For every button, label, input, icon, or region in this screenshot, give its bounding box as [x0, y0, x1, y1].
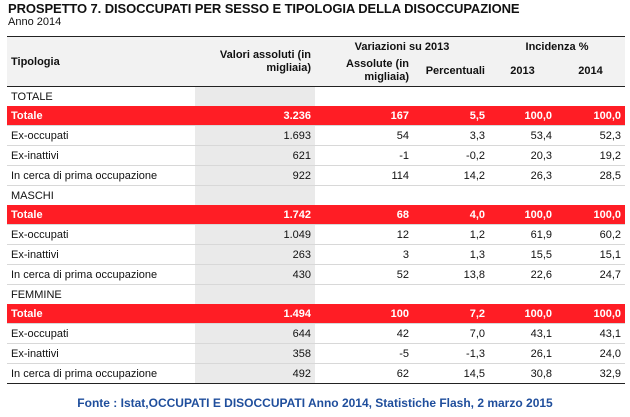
col-header-assolute: Assolute (in migliaia) — [315, 56, 413, 87]
cell-valori: 263 — [195, 245, 315, 265]
cell-y2014: 19,2 — [556, 146, 625, 166]
cell-valori: 1.494 — [195, 304, 315, 324]
cell-assolute: -1 — [315, 146, 413, 166]
cell-valori: 492 — [195, 364, 315, 384]
section-empty-cell — [413, 285, 489, 305]
table-title: PROSPETTO 7. DISOCCUPATI PER SESSO E TIPOLOGIA DELLA DISOCCUPAZIONE — [8, 1, 520, 16]
cell-y2014: 52,3 — [556, 126, 625, 146]
section-row — [7, 87, 625, 107]
row-label: Totale — [7, 106, 195, 126]
row-label: Ex-inattivi — [7, 146, 195, 166]
section-empty-cell — [413, 87, 489, 107]
row-label: In cerca di prima occupazione — [7, 364, 195, 384]
cell-assolute: 167 — [315, 106, 413, 126]
cell-y2013: 100,0 — [489, 205, 556, 225]
cell-valori: 1.049 — [195, 225, 315, 245]
col-header-2013: 2013 — [489, 56, 556, 87]
cell-y2014: 60,2 — [556, 225, 625, 245]
table-row — [7, 344, 625, 364]
cell-assolute: 114 — [315, 166, 413, 186]
table-subtitle: Anno 2014 — [8, 16, 62, 28]
col-header-2014: 2014 — [556, 56, 625, 87]
section-label: FEMMINE — [7, 285, 195, 305]
row-label: In cerca di prima occupazione — [7, 265, 195, 285]
row-label: Ex-inattivi — [7, 344, 195, 364]
source-footer: Fonte : Istat,OCCUPATI E DISOCCUPATI Anno 2014, Statistiche Flash, 2 marzo 2015 — [77, 396, 553, 410]
col-header-tipologia: Tipologia — [7, 37, 195, 87]
cell-valori: 1.742 — [195, 205, 315, 225]
cell-percentuali: 14,2 — [413, 166, 489, 186]
section-empty-cell — [413, 186, 489, 206]
cell-y2013: 100,0 — [489, 304, 556, 324]
cell-percentuali: 3,3 — [413, 126, 489, 146]
row-label: In cerca di prima occupazione — [7, 166, 195, 186]
cell-y2014: 15,1 — [556, 245, 625, 265]
table-row — [7, 225, 625, 245]
col-header-variazioni: Variazioni su 2013 — [315, 37, 489, 57]
row-label: Ex-occupati — [7, 324, 195, 344]
cell-assolute: 54 — [315, 126, 413, 146]
section-empty-cell — [556, 186, 625, 206]
cell-percentuali: 13,8 — [413, 265, 489, 285]
cell-percentuali: 7,0 — [413, 324, 489, 344]
section-empty-cell — [315, 285, 413, 305]
cell-y2013: 100,0 — [489, 106, 556, 126]
cell-y2013: 61,9 — [489, 225, 556, 245]
section-empty-cell — [556, 87, 625, 107]
table-row — [7, 364, 625, 384]
cell-y2014: 28,5 — [556, 166, 625, 186]
cell-y2013: 53,4 — [489, 126, 556, 146]
cell-percentuali: -1,3 — [413, 344, 489, 364]
cell-assolute: 12 — [315, 225, 413, 245]
table-row — [7, 126, 625, 146]
cell-assolute: 100 — [315, 304, 413, 324]
row-label: Totale — [7, 304, 195, 324]
cell-percentuali: 1,2 — [413, 225, 489, 245]
table-row — [7, 245, 625, 265]
cell-y2013: 43,1 — [489, 324, 556, 344]
section-empty-cell — [315, 87, 413, 107]
section-empty-cell — [195, 285, 315, 305]
cell-valori: 430 — [195, 265, 315, 285]
cell-percentuali: -0,2 — [413, 146, 489, 166]
cell-assolute: 68 — [315, 205, 413, 225]
table-row — [7, 265, 625, 285]
cell-valori: 644 — [195, 324, 315, 344]
cell-percentuali: 7,2 — [413, 304, 489, 324]
cell-valori: 358 — [195, 344, 315, 364]
cell-percentuali: 4,0 — [413, 205, 489, 225]
table-row — [7, 324, 625, 344]
section-empty-cell — [489, 87, 556, 107]
table-row — [7, 166, 625, 186]
row-label: Ex-inattivi — [7, 245, 195, 265]
row-label: Ex-occupati — [7, 126, 195, 146]
cell-valori: 3.236 — [195, 106, 315, 126]
col-header-valori: Valori assoluti (in migliaia) — [195, 37, 315, 87]
cell-assolute: 62 — [315, 364, 413, 384]
col-header-incidenza: Incidenza % — [489, 37, 625, 57]
table-body — [7, 87, 625, 384]
cell-y2013: 26,3 — [489, 166, 556, 186]
section-empty-cell — [195, 186, 315, 206]
cell-assolute: 42 — [315, 324, 413, 344]
cell-percentuali: 1,3 — [413, 245, 489, 265]
cell-y2014: 100,0 — [556, 304, 625, 324]
section-empty-cell — [489, 186, 556, 206]
cell-y2014: 24,7 — [556, 265, 625, 285]
cell-y2014: 100,0 — [556, 106, 625, 126]
col-header-percentuali: Percentuali — [413, 56, 489, 87]
cell-assolute: 3 — [315, 245, 413, 265]
section-empty-cell — [556, 285, 625, 305]
total-row — [7, 106, 625, 126]
table-row — [7, 146, 625, 166]
cell-y2013: 26,1 — [489, 344, 556, 364]
row-label: Ex-occupati — [7, 225, 195, 245]
cell-valori: 922 — [195, 166, 315, 186]
section-empty-cell — [489, 285, 556, 305]
cell-y2013: 22,6 — [489, 265, 556, 285]
cell-percentuali: 14,5 — [413, 364, 489, 384]
cell-valori: 621 — [195, 146, 315, 166]
cell-assolute: 52 — [315, 265, 413, 285]
section-empty-cell — [315, 186, 413, 206]
cell-y2014: 100,0 — [556, 205, 625, 225]
cell-y2013: 20,3 — [489, 146, 556, 166]
total-row — [7, 304, 625, 324]
section-row — [7, 186, 625, 206]
cell-y2013: 15,5 — [489, 245, 556, 265]
section-label: TOTALE — [11, 90, 53, 103]
row-label: Totale — [7, 205, 195, 225]
cell-y2014: 32,9 — [556, 364, 625, 384]
total-row — [7, 205, 625, 225]
section-empty-cell — [195, 87, 315, 107]
cell-y2013: 30,8 — [489, 364, 556, 384]
data-table — [7, 36, 625, 384]
cell-valori: 1.693 — [195, 126, 315, 146]
cell-percentuali: 5,5 — [413, 106, 489, 126]
section-label: MASCHI — [7, 186, 195, 206]
cell-assolute: -5 — [315, 344, 413, 364]
cell-y2014: 43,1 — [556, 324, 625, 344]
cell-y2014: 24,0 — [556, 344, 625, 364]
section-row — [7, 285, 625, 305]
